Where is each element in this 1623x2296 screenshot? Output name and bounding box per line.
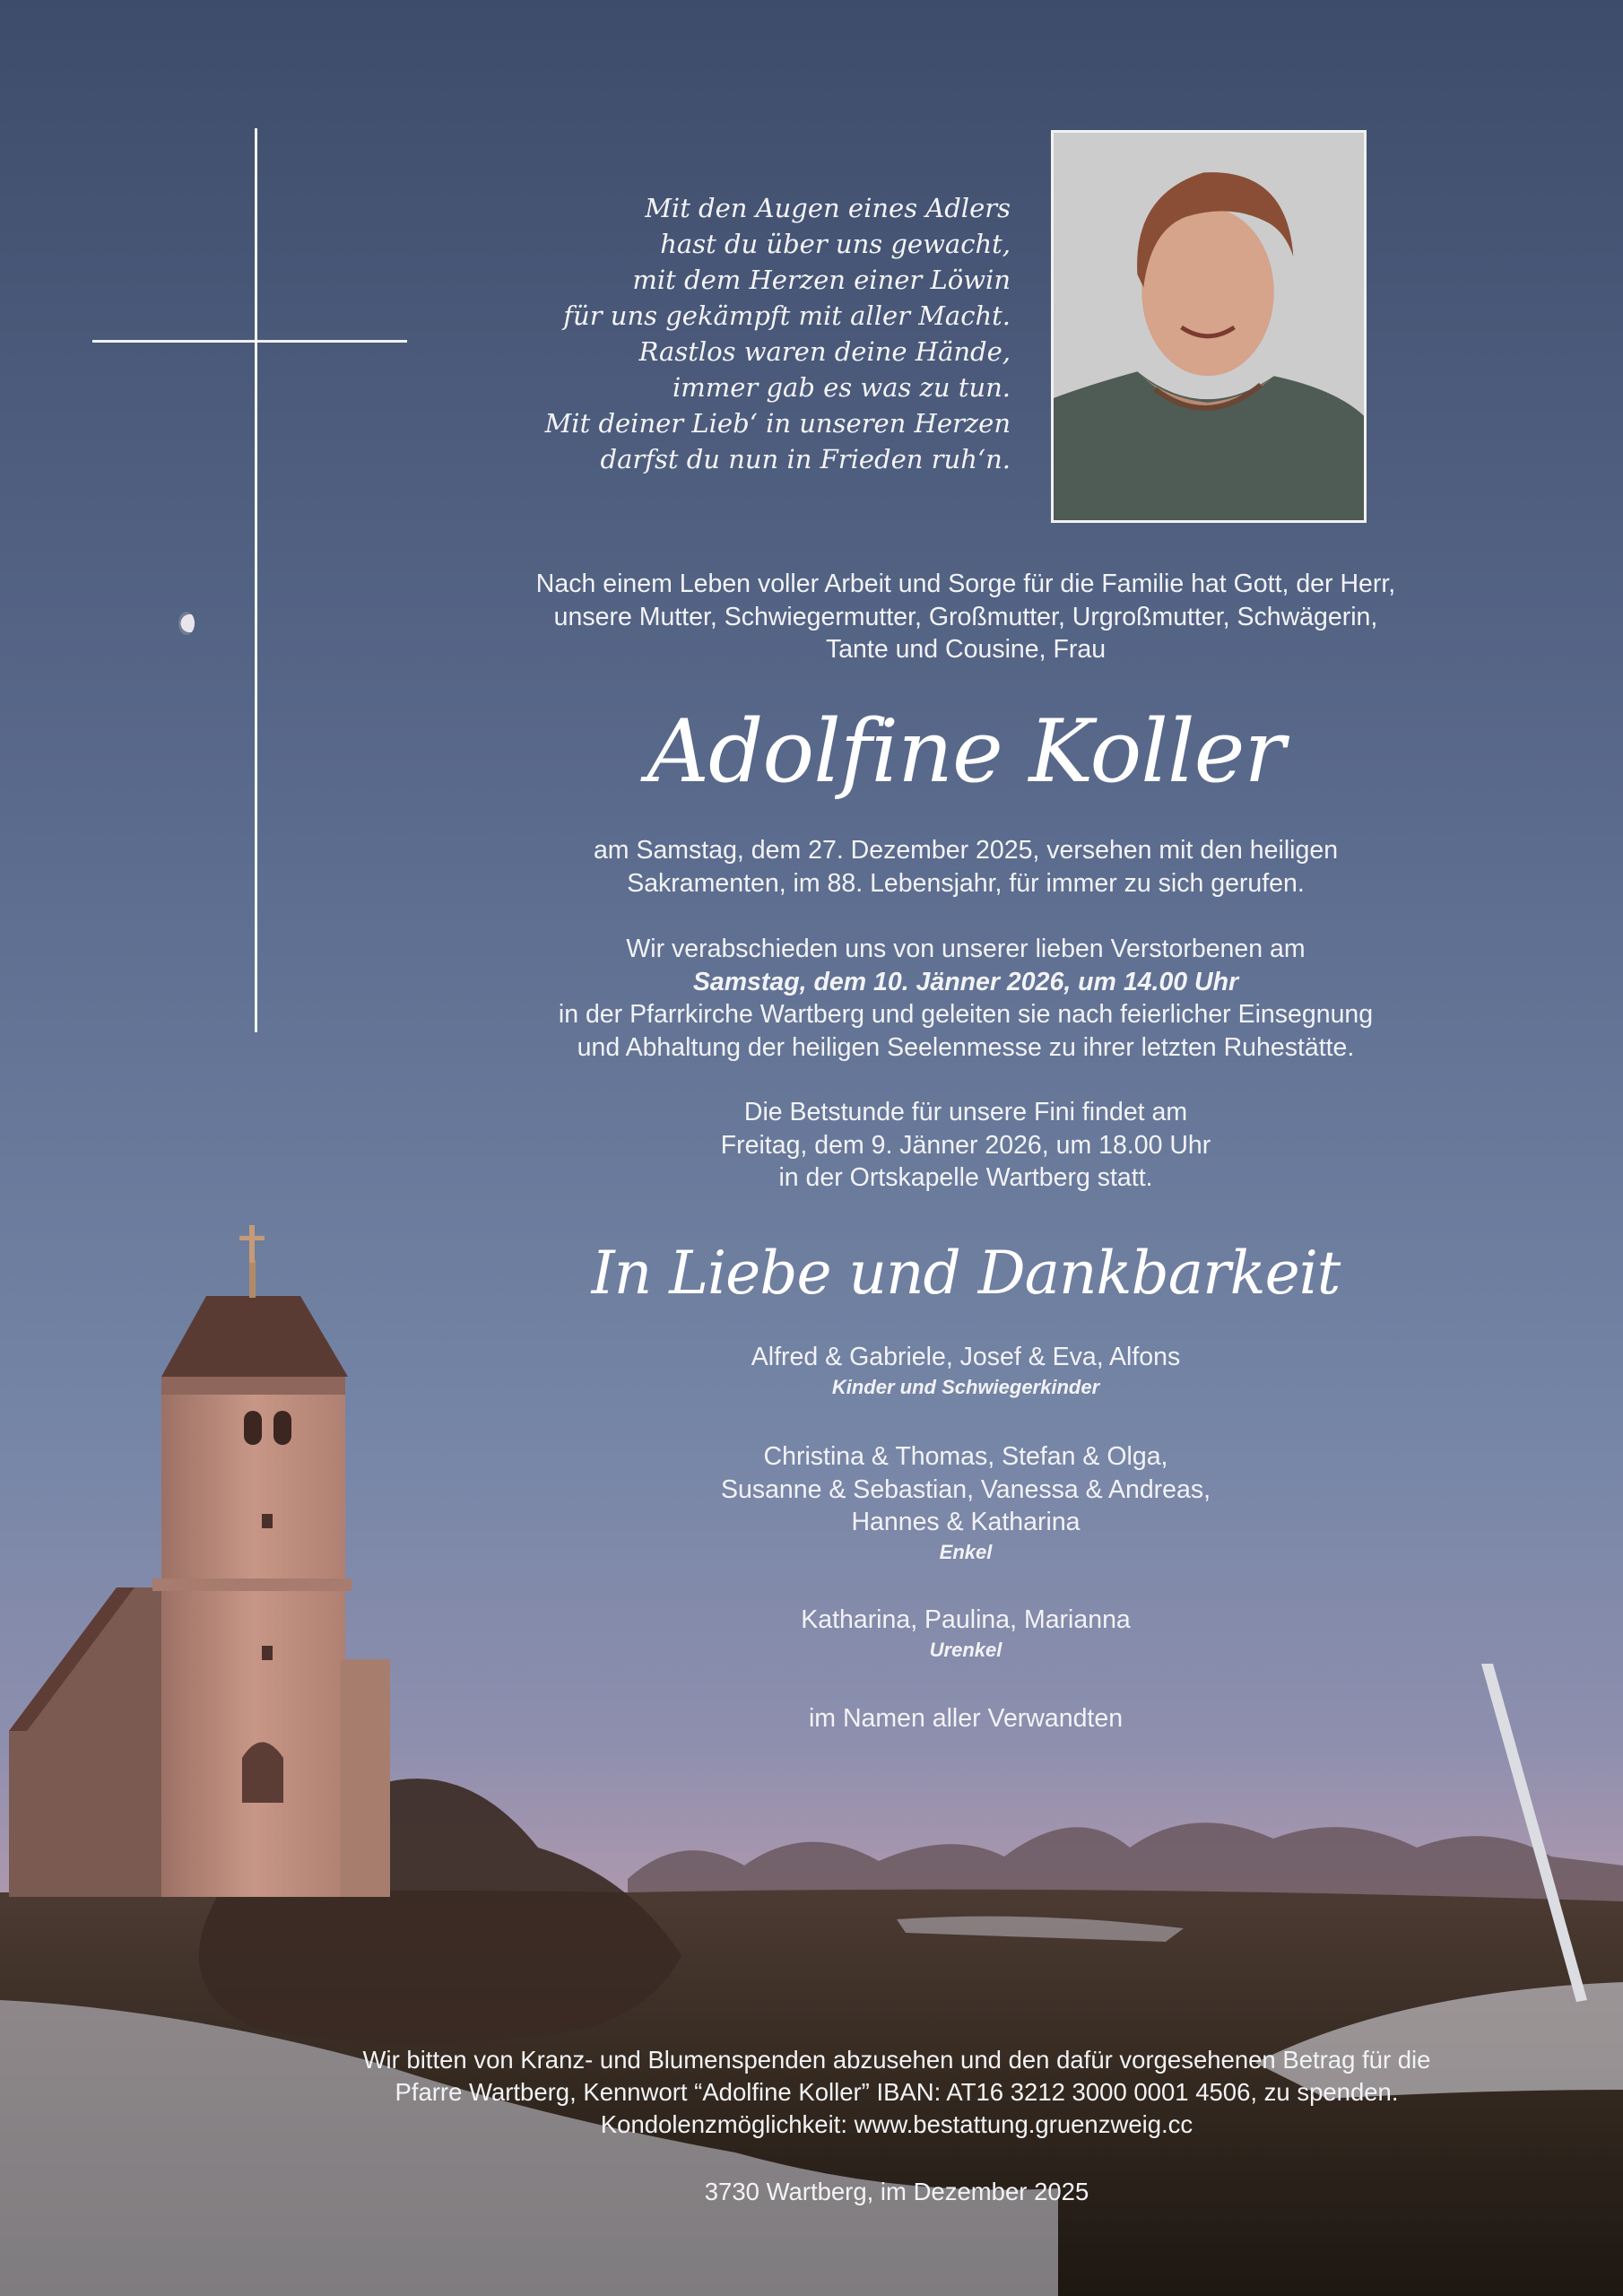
prayer-hour-info — [721, 1096, 1211, 1195]
prayer-hour-line: in der Ortskapelle Wartberg statt. — [778, 1163, 1153, 1192]
place-date: 3730 Wartberg, im Dezember 2025 — [704, 2178, 1089, 2205]
mourner-role: Urenkel — [929, 1638, 1002, 1661]
mourners-grandchildren — [721, 1440, 1211, 1566]
mourner-names: Christina & Thomas, Stefan & Olga, — [763, 1442, 1168, 1471]
prayer-hour-line: Freitag, dem 9. Jänner 2026, um 18.00 Uhr — [720, 1130, 1211, 1160]
moon-icon — [178, 612, 195, 635]
funeral-line: und Abhaltung der heiligen Seelenmesse zu ihrer letzten Ruhestätte. — [577, 1032, 1355, 1062]
mourner-role: Enkel — [939, 1540, 993, 1563]
mourners-closing: im Namen aller Verwandten — [808, 1704, 1124, 1733]
death-notice-line: Sakramenten, im 88. Lebensjahr, für immer zu sich gerufen. — [627, 868, 1305, 898]
funeral-date: Samstag, dem 10. Jänner 2026, um 14.00 Uhr — [692, 967, 1239, 996]
deceased-name: Adolfine Koller — [647, 701, 1285, 802]
poem-line: Mit deiner Lieb‘ in unseren Herzen — [544, 408, 1011, 439]
cross-horizontal-beam — [92, 340, 407, 343]
funeral-info — [559, 933, 1373, 1064]
portrait-photo — [1051, 130, 1367, 523]
portrait-image — [1054, 133, 1364, 520]
poem-line: immer gab es was zu tun. — [672, 372, 1011, 403]
mourner-role: Kinder und Schwiegerkinder — [831, 1375, 1100, 1398]
mourners-great-grandchildren — [801, 1604, 1131, 1664]
footer-line: Kondolenzmöglichkeit: www.bestattung.gruenzweig.cc — [600, 2110, 1193, 2138]
intro-line: unsere Mutter, Schwiegermutter, Großmutter, Urgroßmutter, Schwägerin, — [553, 602, 1378, 631]
poem-line: hast du über uns gewacht, — [660, 229, 1011, 259]
intro-line: Nach einem Leben voller Arbeit und Sorge für die Familie hat Gott, der Herr, — [535, 570, 1396, 598]
gratitude-heading: In Liebe und Dankbarkeit — [591, 1239, 1341, 1308]
intro-line: Tante und Cousine, Frau — [825, 635, 1107, 664]
memorial-poem — [508, 190, 1011, 477]
poem-line: mit dem Herzen einer Löwin — [632, 265, 1011, 295]
death-notice — [594, 834, 1338, 900]
mourner-names: Susanne & Sebastian, Vanessa & Andreas, — [720, 1474, 1211, 1504]
footer-line: Pfarre Wartberg, Kennwort “Adolfine Koller” IBAN: AT16 3212 3000 0001 4506, zu spenden. — [395, 2078, 1399, 2106]
poem-line: für uns gekämpft mit aller Macht. — [563, 300, 1011, 331]
poem-line: darfst du nun in Frieden ruh‘n. — [600, 444, 1011, 474]
footer-line: Wir bitten von Kranz- und Blumenspenden abzusehen und den dafür vorgesehenen Betrag für die — [362, 2046, 1431, 2074]
funeral-line: Wir verabschieden uns von unserer lieben Verstorbenen am — [626, 935, 1306, 963]
mourner-names: Alfred & Gabriele, Josef & Eva, Alfons — [751, 1343, 1181, 1371]
poem-line: Rastlos waren deine Hände, — [638, 336, 1011, 367]
death-notice-line: am Samstag, dem 27. Dezember 2025, versehen mit den heiligen — [593, 836, 1339, 865]
footer-donation-note — [363, 2044, 1431, 2141]
mourner-names: Katharina, Paulina, Marianna — [801, 1605, 1131, 1634]
intro-text — [536, 568, 1395, 666]
cross-vertical-beam — [255, 128, 257, 1032]
funeral-line: in der Pfarrkirche Wartberg und geleiten sie nach feierlicher Einsegnung — [558, 1000, 1374, 1029]
mourners-children — [751, 1341, 1180, 1401]
mourner-names: Hannes & Katharina — [851, 1508, 1081, 1536]
prayer-hour-line: Die Betstunde für unsere Fini findet am — [743, 1098, 1188, 1126]
poem-line: Mit den Augen eines Adlers — [645, 193, 1011, 223]
